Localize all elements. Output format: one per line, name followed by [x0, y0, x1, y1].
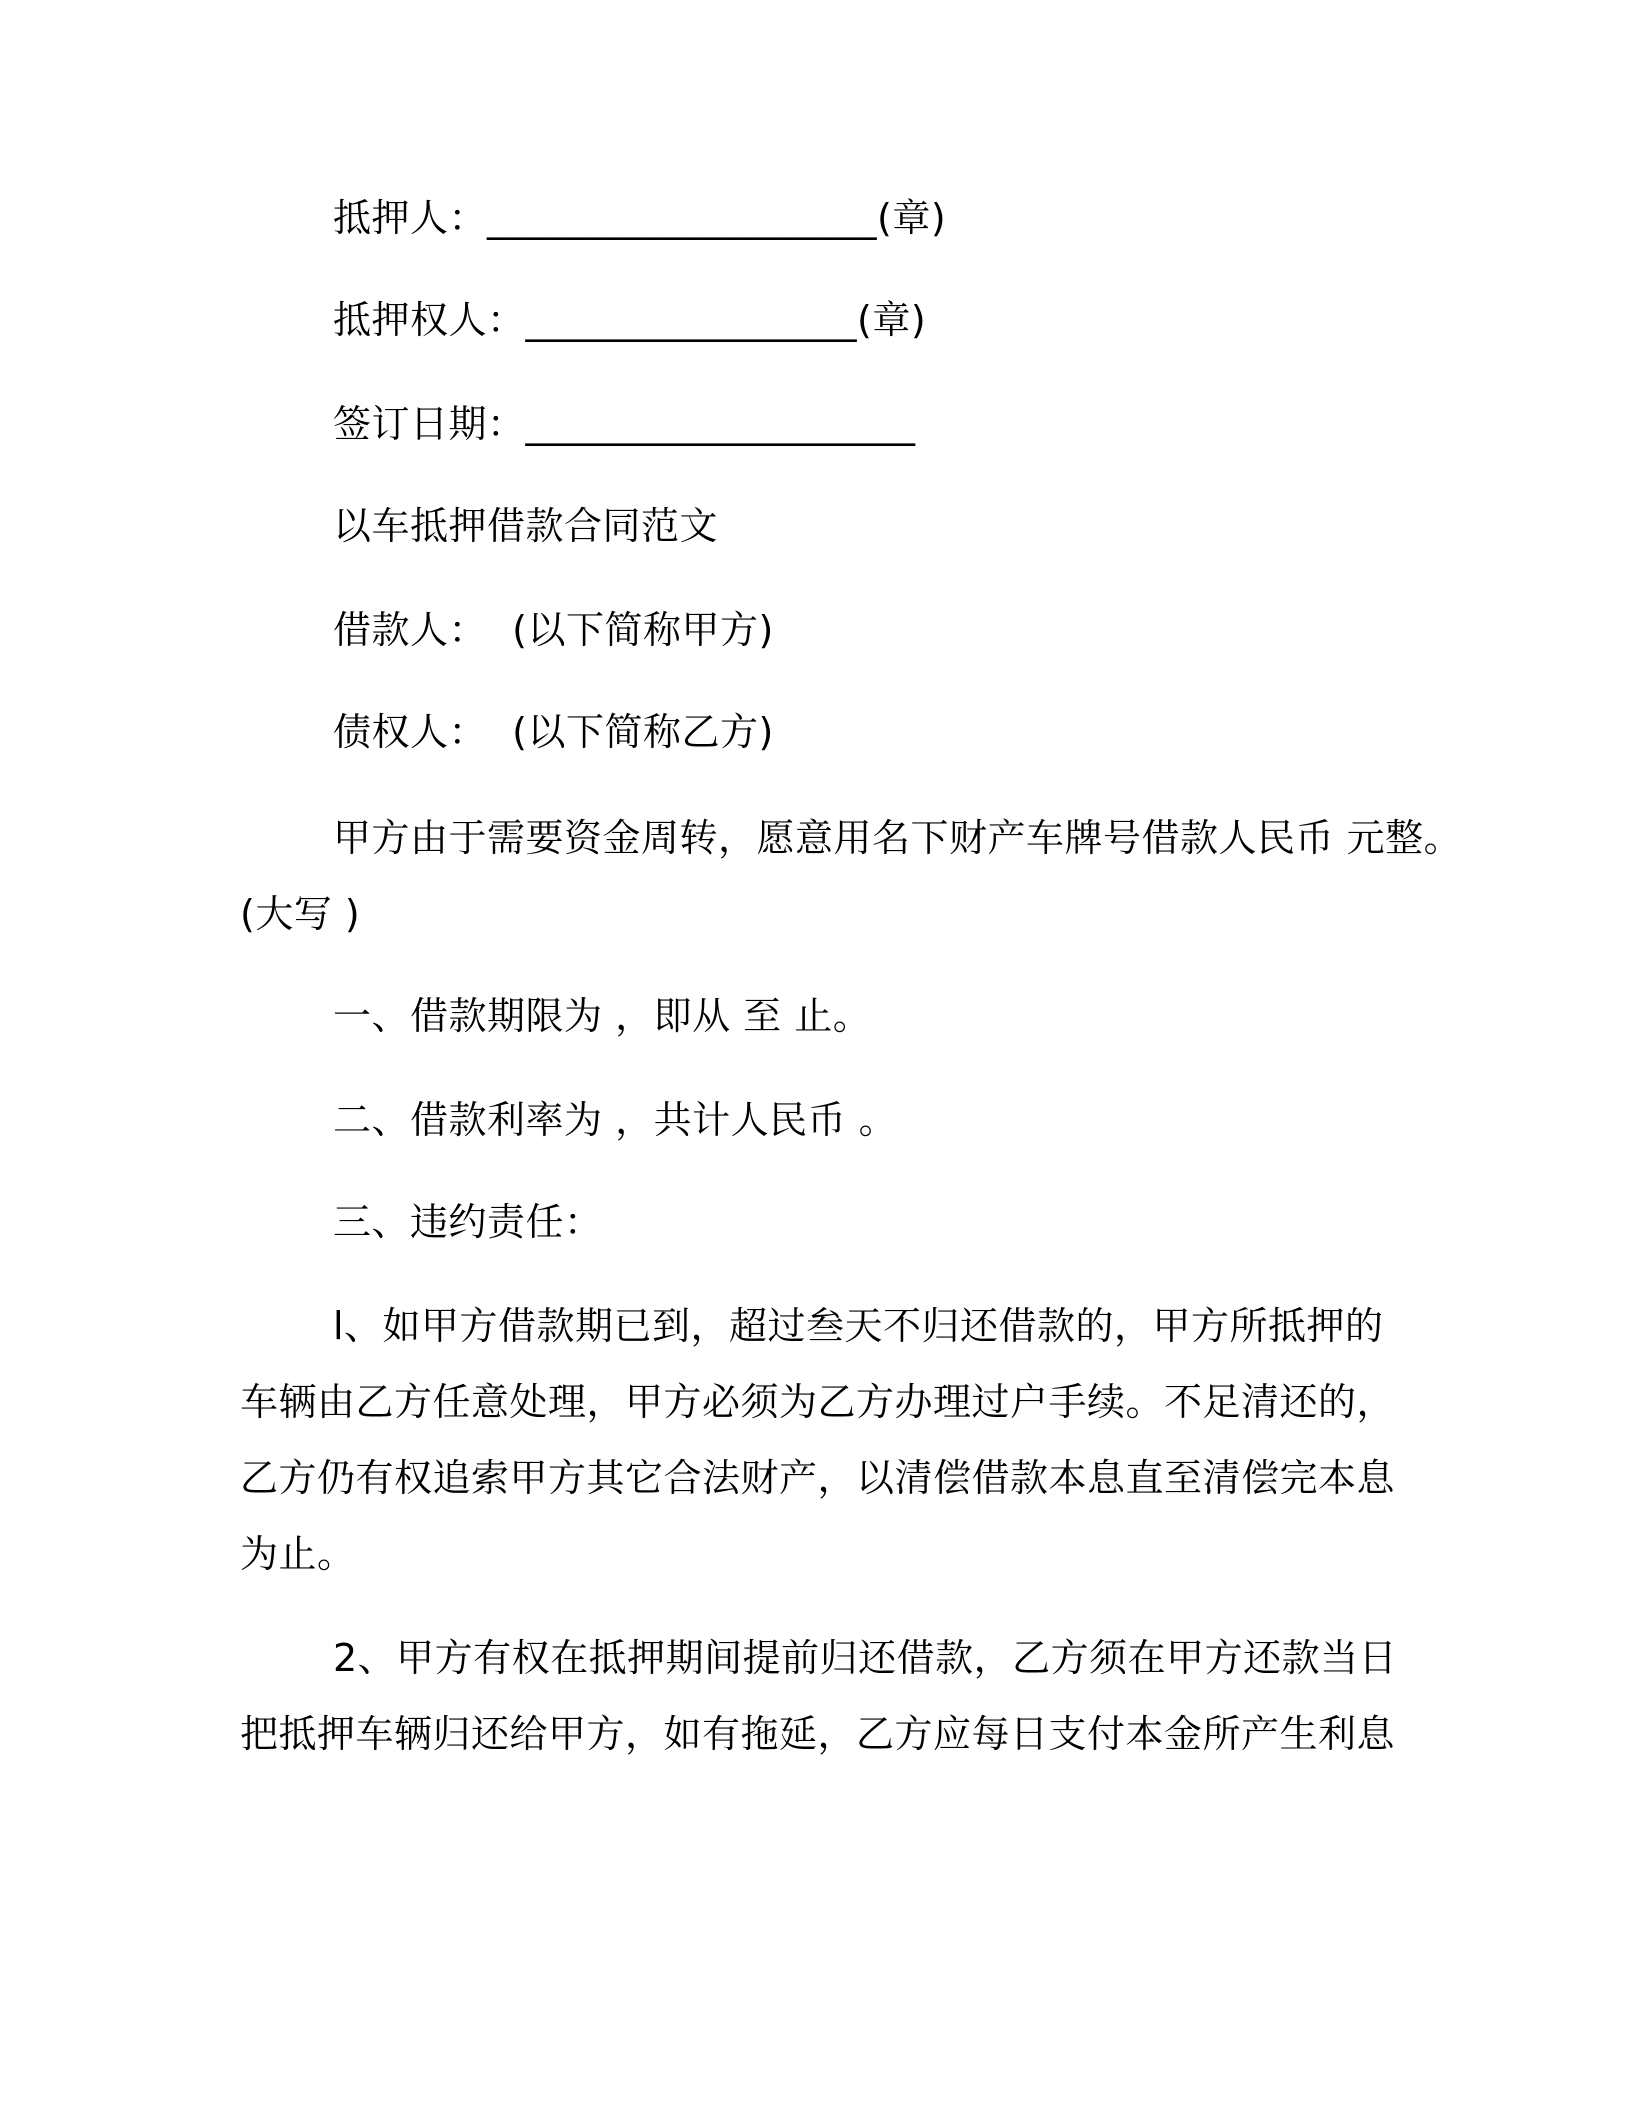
- item-2-line-1: 2、甲方有权在抵押期间提前归还借款，乙方须在甲方还款当日: [333, 1636, 1398, 1680]
- clause-1: 一、借款期限为 ，即从 至 止。: [333, 994, 872, 1038]
- contract-title: 以车抵押借款合同范文: [333, 504, 719, 548]
- borrower-line: 借款人： (以下简称甲方): [333, 608, 774, 652]
- item-1-line-3: 乙方仍有权追索甲方其它合法财产，以清偿借款本息直至清偿完本息: [240, 1456, 1396, 1500]
- intro-paragraph-line-2: (大写 ): [240, 892, 361, 936]
- item-1-line-4: 为止。: [240, 1532, 356, 1576]
- item-2-line-2: 把抵押车辆归还给甲方，如有拖延，乙方应每日支付本金所产生利息: [240, 1712, 1396, 1756]
- intro-paragraph-line-1: 甲方由于需要资金周转，愿意用名下财产车牌号借款人民币 元整。: [333, 816, 1463, 860]
- sign-date-line: 签订日期：____________________: [333, 402, 916, 446]
- mortgagee-signature-line: 抵押权人：_________________(章): [333, 298, 927, 342]
- clause-3-heading: 三、违约责任：: [333, 1200, 603, 1244]
- item-1-line-2: 车辆由乙方任意处理，甲方必须为乙方办理过户手续。不足清还的，: [240, 1380, 1396, 1424]
- creditor-line: 债权人： (以下简称乙方): [333, 710, 774, 754]
- mortgagor-signature-line: 抵押人：____________________(章): [333, 196, 947, 240]
- clause-2: 二、借款利率为 ，共计人民币 。: [333, 1098, 898, 1142]
- item-1-line-1: l、如甲方借款期已到，超过叁天不归还借款的，甲方所抵押的: [333, 1304, 1384, 1348]
